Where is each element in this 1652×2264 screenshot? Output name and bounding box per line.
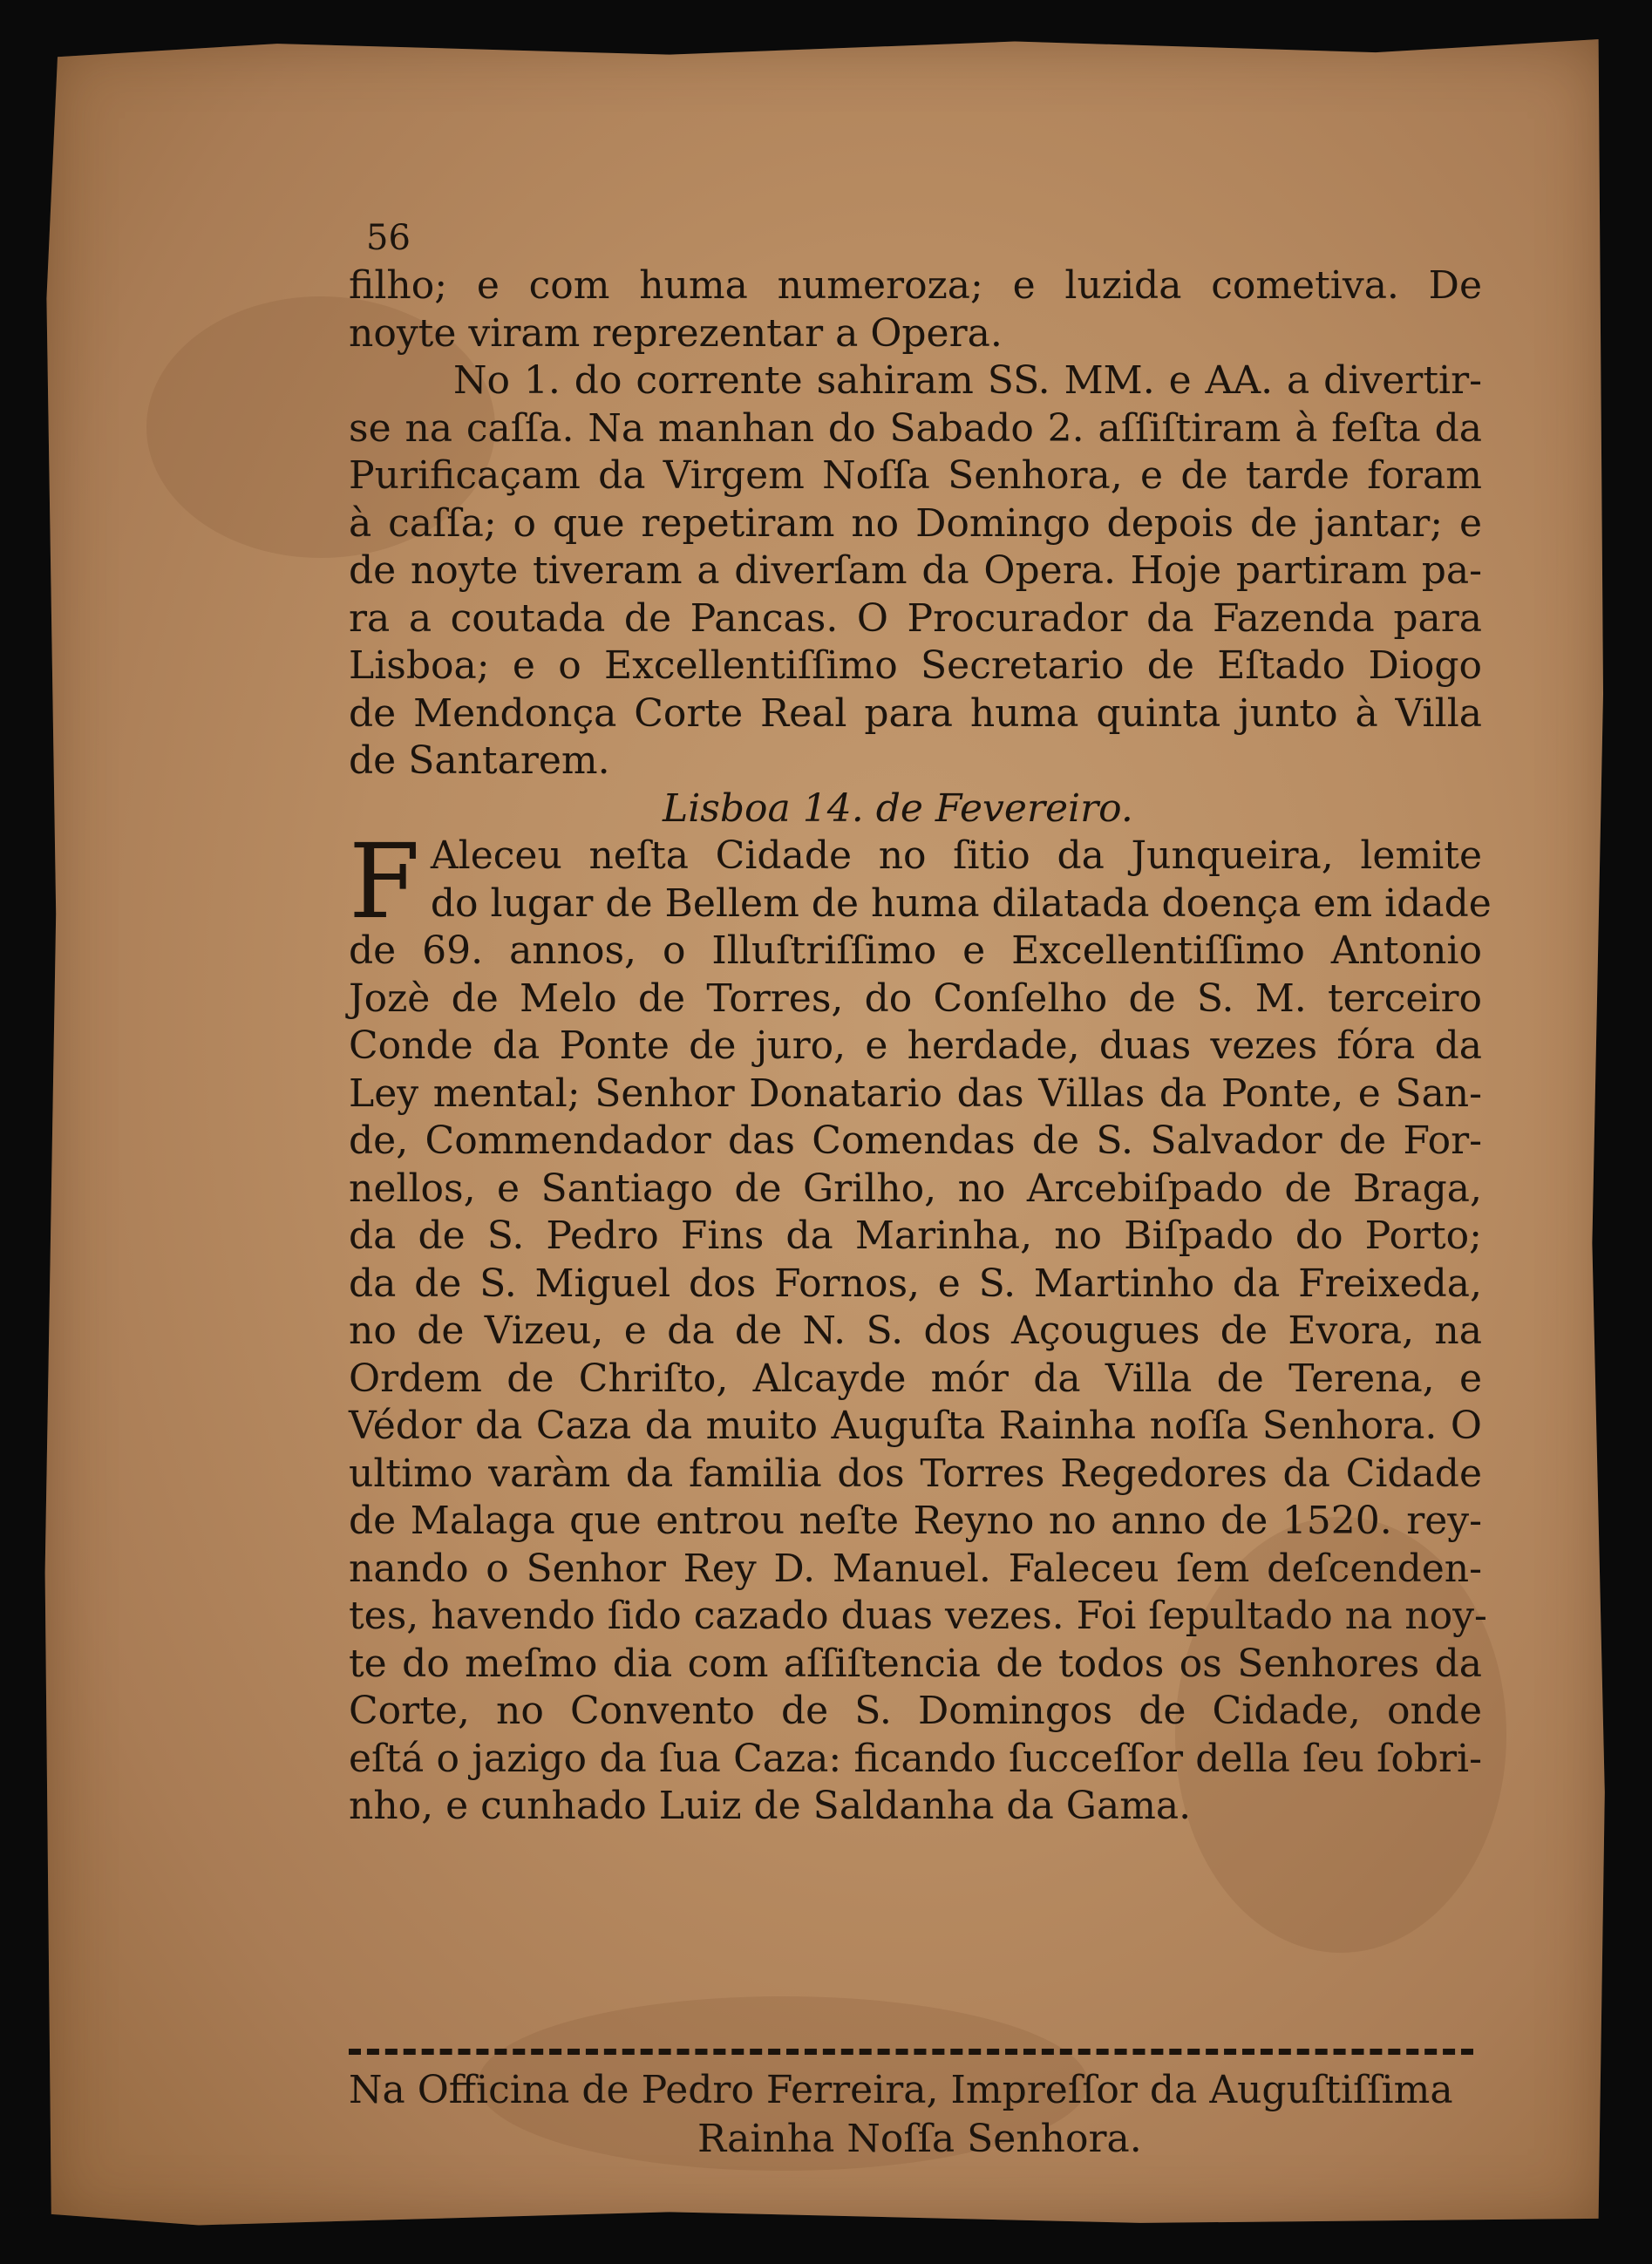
imprint-line-2: Rainha Noſſa Senhora.	[697, 2117, 1142, 2161]
text-line: te do meſmo dia com aſſiſtencia de todos os Senhores da	[349, 1641, 1482, 1686]
text-line: Ley mental; Senhor Donatario das Villas da Ponte, e San-	[349, 1071, 1482, 1116]
text-line: tes, havendo ſido cazado duas vezes. Foi ſepultado na noy-	[349, 1594, 1487, 1638]
text-line: de, Commendador das Comendas de S. Salvador de For-	[349, 1118, 1482, 1163]
separator-rule	[349, 2049, 1473, 2055]
imprint-line-1: Na Officina de Pedro Ferreira, Impreſſor da Auguſtiſſima	[349, 2068, 1453, 2112]
text-line: da de S. Miguel dos Fornos, e S. Martinho da Freixeda,	[349, 1261, 1482, 1306]
text-line: nellos, e Santiago de Grilho, no Arcebiſpado de Braga,	[349, 1166, 1482, 1211]
text-line: de 69. annos, o Illuſtriſſimo e Excellentiſſimo Antonio	[349, 928, 1482, 973]
text-line: Ordem de Chriſto, Alcayde mór da Villa de Terena, e	[349, 1356, 1482, 1401]
text-line: Aleceu neſta Cidade no ſitio da Junqueira, lemite	[430, 833, 1482, 878]
text-line: à caſſa; o que repetiram no Domingo depois de jantar; e	[349, 500, 1482, 546]
text-line: Conde da Ponte de juro, e herdade, duas vezes fóra da	[349, 1023, 1482, 1068]
text-line: de Santarem.	[349, 738, 610, 783]
text-line: noyte viram reprezentar a Opera.	[349, 310, 1003, 356]
text-line: Corte, no Convento de S. Domingos de Cidade, onde	[349, 1689, 1482, 1733]
page-number: 56	[366, 218, 411, 258]
text-line: Purificaçam da Virgem Noſſa Senhora, e de tarde foram	[349, 453, 1482, 498]
paragraph-obituary	[349, 821, 1492, 1831]
text-line: ultimo varàm da familia dos Torres Regedores da Cidade	[349, 1451, 1482, 1496]
text-line: no de Vizeu, e da de N. S. dos Açougues de Evora, na	[349, 1309, 1482, 1353]
dateline-heading: Lisboa 14. de Fevereiro.	[663, 785, 1133, 831]
text-line: ra a coutada de Pancas. O Procurador da Fazenda para	[349, 595, 1482, 641]
text-line: do lugar de Bellem de huma dilatada doença em idade	[430, 880, 1492, 926]
text-line: da de S. Pedro Fins da Marinha, no Biſpado do Porto;	[349, 1214, 1482, 1258]
paragraph-opening	[349, 262, 1482, 785]
text-line: nho, e cunhado Luiz de Saldanha da Gama.	[349, 1784, 1192, 1828]
drop-cap: F	[349, 821, 420, 942]
text-line: eſtá o jazigo da ſua Caza: ficando ſucceſſor della ſeu ſobri-	[349, 1736, 1482, 1781]
text-line: de Malaga que entrou neſte Reyno no anno de 1520. rey-	[349, 1499, 1482, 1543]
text-line: de noyte tiveram a diverſam da Opera. Hoje partiram pa-	[349, 548, 1482, 593]
text-line: se na caſſa. Na manhan do Sabado 2. aſſiſtiram à feſta da	[349, 405, 1482, 451]
text-line: Lisboa; e o Excellentiſſimo Secretario de Eſtado Diogo	[349, 643, 1482, 688]
text-line: nando o Senhor Rey D. Manuel. Faleceu ſem deſcenden-	[349, 1546, 1482, 1591]
article-text	[349, 222, 1492, 1831]
text-line: de Mendonça Corte Real para huma quinta junto à Villa	[349, 690, 1482, 736]
text-line: No 1. do corrente sahiram SS. MM. e AA. a divertir-	[453, 358, 1482, 403]
text-line: Jozè de Melo de Torres, do Conſelho de S. M. terceiro	[349, 976, 1482, 1021]
text-line: filho; e com huma numeroza; e luzida cometiva. De	[349, 263, 1482, 308]
text-line: Védor da Caza da muito Auguſta Rainha noſſa Senhora. O	[349, 1404, 1482, 1448]
printer-imprint	[349, 2066, 1482, 2164]
